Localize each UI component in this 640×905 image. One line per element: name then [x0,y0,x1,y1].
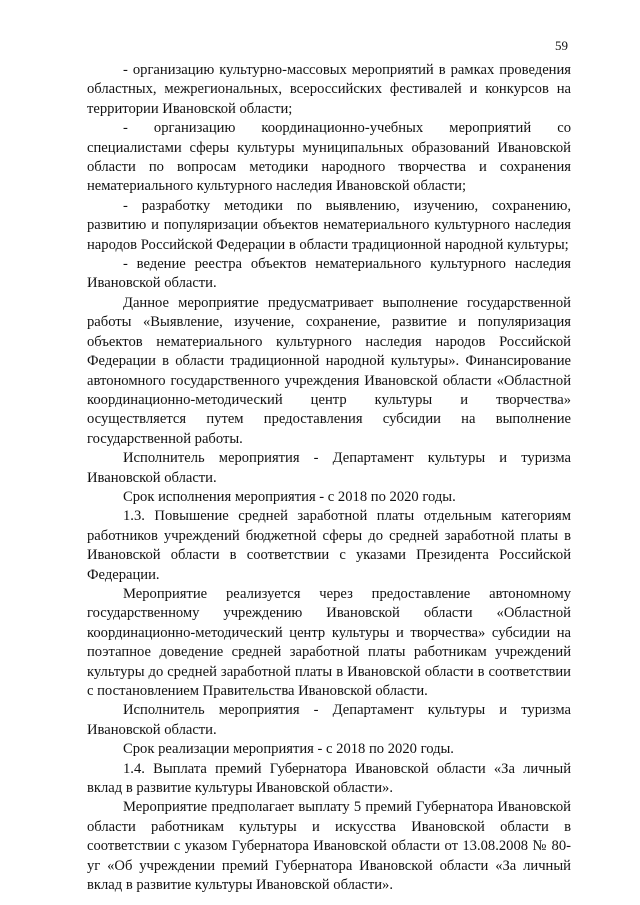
paragraph-bullet-training-events: - организацию координационно-учебных мероприятий со специалистами сферы культуры муниципальных образований Ивановской области по вопросам методики народного творчества и сохранения нематериального культурного наследия Ивановской области; [87,120,571,195]
paragraph-bullet-registry: - ведение реестра объектов нематериального культурного наследия Ивановской области. [87,256,571,292]
paragraph-awards: Мероприятие предполагает выплату 5 премий Губернатора Ивановской области работникам культуры и искусства Ивановской области в соответствии с указом Губернатора Ивановской области от 13.08.2008 № 80-уг «Об учреждении премий Губернатора Ивановской области «За личный вклад в развитие культуры Ивановской области». [87,799,571,894]
paragraph-subsidy: Мероприятие реализуется через предоставление автономному государственному учреждению Ивановской области «Областной координационно-методический центр культуры и творчества» субсидии на поэтапное доведение средней заработной платы работникам учреждений культуры до средней заработной платы в Ивановской области в соответствии с постановлением Правительства Ивановской области. [87,585,571,699]
paragraph-state-work: Данное мероприятие предусматривает выполнение государственной работы «Выявление, изучение, сохранение, развитие и популяризация объектов нематериального культурного наследия народов Российской Федерации в области традиционной народной культуры». Финансирование автономного государственного учреждения Ивановской области «Областной координационно-методический центр культуры и творчества» осуществляется путем предоставления субсидии на выполнение государственной работы. [87,294,571,447]
paragraph-bullet-methodology: - разработку методики по выявлению, изучению, сохранению, развитию и популяризации объектов нематериального культурного наследия народов Российской Федерации в области традиционной народной культуры; [87,197,571,253]
paragraph-bullet-cultural-events: - организацию культурно-массовых мероприятий в рамках проведения областных, межрегиональных, всероссийских фестивалей и конкурсов на территории Ивановской области; [87,62,571,117]
paragraph-term-2: Срок реализации мероприятия - с 2018 по 2020 годы. [123,741,454,758]
paragraph-section-1-4: 1.4. Выплата премий Губернатора Ивановской области «За личный вклад в развитие культуры Ивановской области». [87,760,571,797]
page-number: 59 [555,38,568,53]
paragraph-term-1: Срок исполнения мероприятия - с 2018 по 2020 годы. [123,488,456,505]
paragraph-executor-2: Исполнитель мероприятия - Департамент культуры и туризма Ивановской области. [87,702,571,738]
paragraph-section-1-3: 1.3. Повышение средней заработной платы отдельным категориям работников учреждений бюджетной сферы до средней заработной платы в Ивановской области в соответствии с указами Президента Российской Федерации. [87,508,571,583]
document-body [87,61,571,895]
paragraph-executor-1: Исполнитель мероприятия - Департамент культуры и туризма Ивановской области. [87,450,571,486]
